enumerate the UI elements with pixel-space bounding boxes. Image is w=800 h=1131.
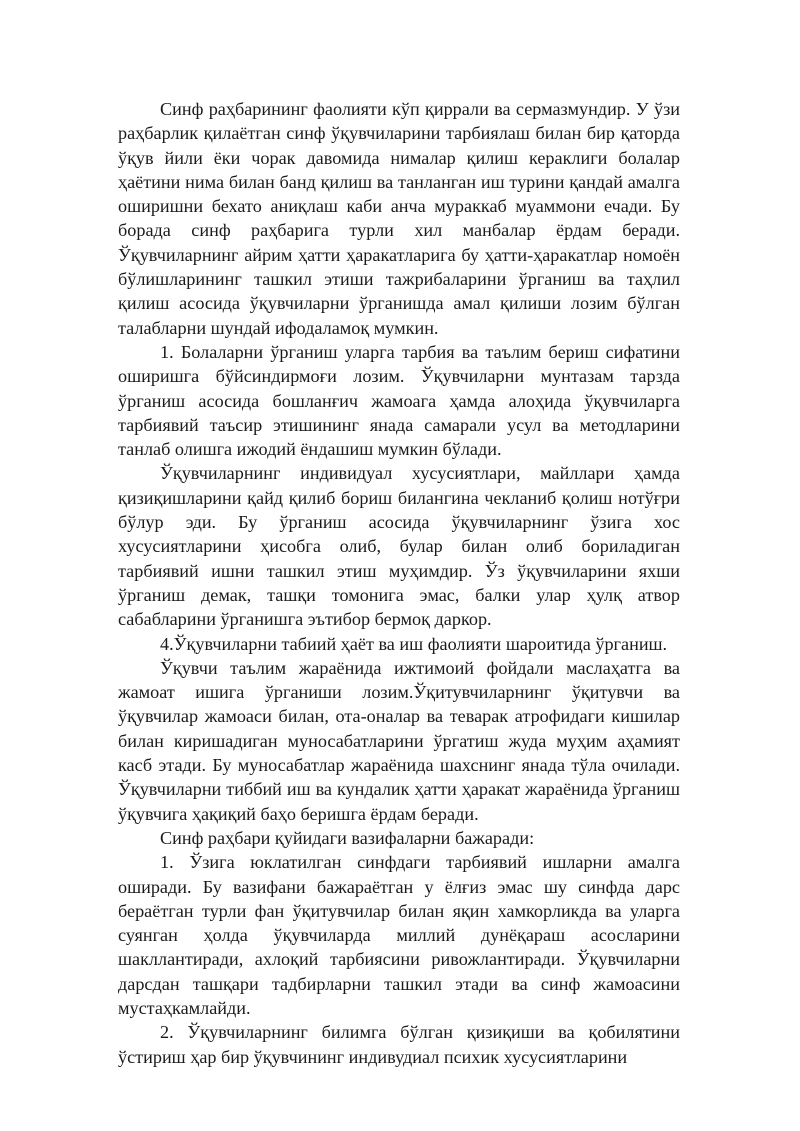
document-body [118, 97, 680, 1069]
paragraph: Ўқувчи таълим жараёнида ижтимоий фойдали маслаҳатга ва жамоат ишига ўрганиши лозим.Ўқитувчиларнинг ўқитувчи ва ўқувчилар жамоаси билан, ота-оналар ва теварак атрофидаги кишилар билан киришадиган муносабатларини ўргатиш жуда муҳим аҳамият касб этади. Бу муносабатлар жараёнида шахснинг янада тўла очилади. Ўқувчиларни тиббий иш ва кундалик ҳатти ҳаракат жараёнида ўрганиш ўқувчига ҳақиқий баҳо беришга ёрдам беради. [118, 657, 680, 824]
paragraph: 1. Ўзига юклатилган синфдаги тарбиявий ишларни амалга оширади. Бу вазифани бажараётган у ёлғиз эмас шу синфда дарс бераётган турли фан ўқитувчилар билан яқин хамкорликда ва уларга суянган ҳолда ўқувчиларда миллий дунёқараш асосларини шакллантиради, ахлоқий тарбиясини ривожлантиради. Ўқувчиларни дарсдан ташқари тадбирларни ташкил этади ва синф жамоасини мустаҳкамлайди. [118, 852, 680, 1018]
paragraph: 4.Ўқувчиларни табиий ҳаёт ва иш фаолияти шароитида ўрганиш. [160, 633, 668, 654]
paragraph: 2. Ўқувчиларнинг билимга бўлган қизиқиши ва қобилятини ўстириш ҳар бир ўқувчининг индивудиал психик хусусиятларини [118, 1022, 680, 1067]
paragraph: 1. Болаларни ўрганиш уларга тарбия ва таълим бериш сифатини оширишга бўйсиндирмоғи лозим. Ўқувчиларни мунтазам тарзда ўрганиш асосида бошланғич жамоага ҳамда алоҳида ўқувчиларга тарбиявий таъсир этишининг янада самарали усул ва методларини танлаб олишга ижодий ёндашиш мумкин бўлади. [118, 341, 680, 460]
paragraph: Синф раҳбарининг фаолияти кўп қиррали ва сермазмундир. У ўзи раҳбарлик қилаётган синф ўқувчиларини тарбиялаш билан бир қаторда ўқув йили ёки чорак давомида нималар қилиш кераклиги болалар ҳаётини нима билан банд қилиш ва танланган иш турини қандай амалга оширишни бехато аниқлаш каби анча мураккаб муаммони ечади. Бу борада синф раҳбарига турли хил манбалар ёрдам беради. Ўқувчиларнинг айрим ҳатти ҳаракатларига бу ҳатти-ҳаракатлар номоён бўлишларининг ташкил этиши тажрибаларини ўрганиш ва таҳлил қилиш асосида ўқувчиларни ўрганишда амал қилиши лозим бўлган талабларни шундай ифодаламоқ мумкин. [118, 99, 680, 338]
paragraph: Ўқувчиларнинг индивидуал хусусиятлари, майллари ҳамда қизиқишларини қайд қилиб бориш билангина чекланиб қолиш нотўғри бўлур эди. Бу ўрганиш асосида ўқувчиларнинг ўзига хос хусусиятларини ҳисобга олиб, булар билан олиб бориладиган тарбиявий ишни ташкил этиш муҳимдир. Ўз ўқувчиларини яхши ўрганиш демак, ташқи томонига эмас, балки улар ҳулқ атвор сабабларини ўрганишга эътибор бермоқ даркор. [118, 463, 680, 630]
paragraph: Синф раҳбари қуйидаги вазифаларни бажаради: [160, 827, 535, 848]
